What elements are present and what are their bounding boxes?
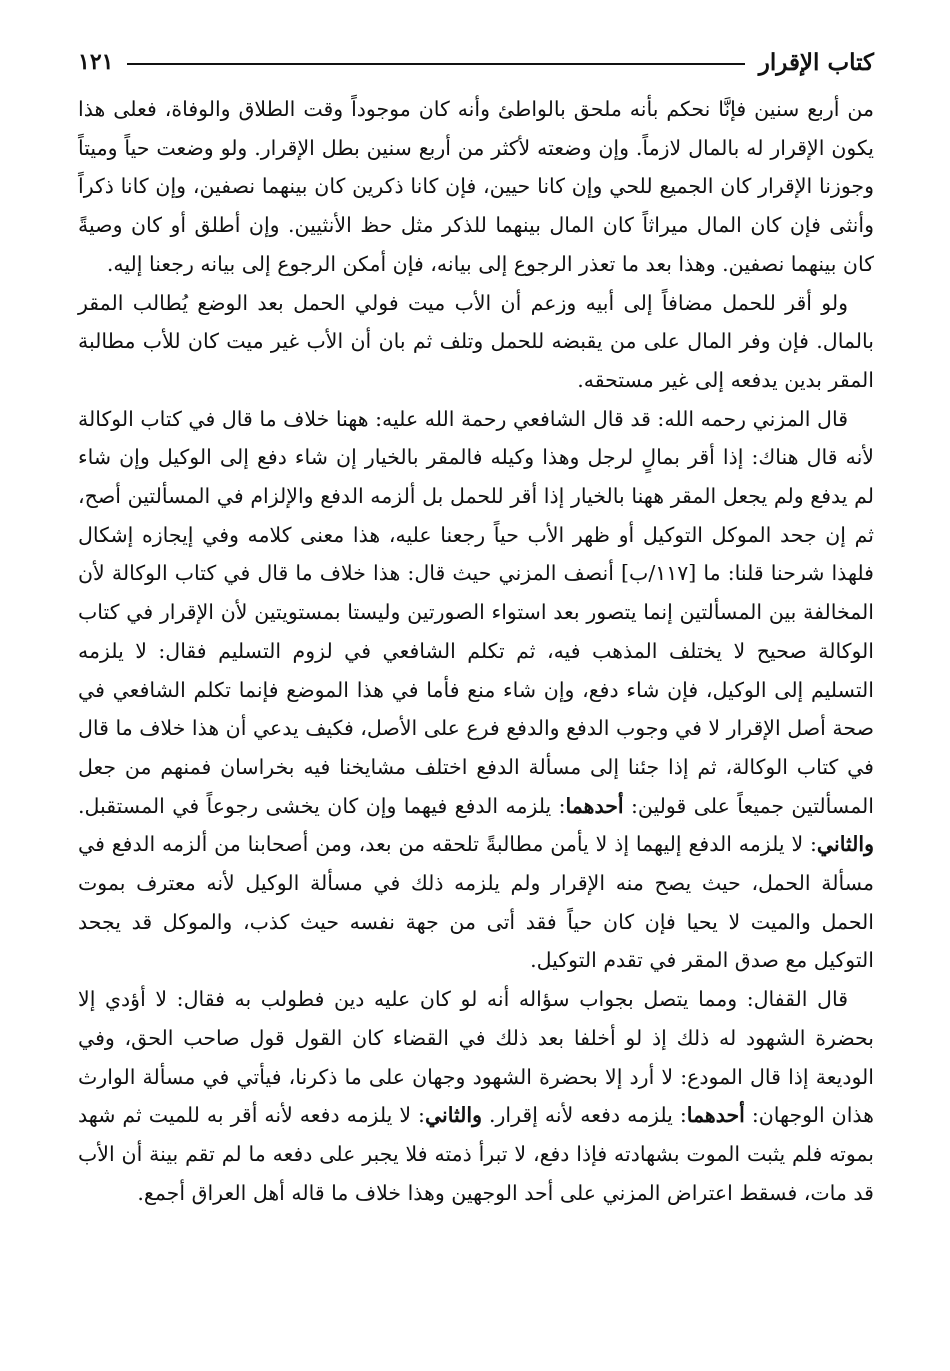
paragraph (78, 284, 874, 400)
paragraph-text: قال المزني رحمه الله: قد قال الشافعي رحمة الله عليه: ههنا خلاف ما قال في كتاب الوكالة لأنه قال هناك: إذا أقر بمالٍ لرجل وهذا وكيله فالمقر بالخيار إن شاء دفع إلى الوكيل وإن شاء لم يدفع ولم يجعل المقر ههنا بالخيار إذا أقر للحمل بل ألزمه الدفع والإلزام في المسألتين أصح، ثم إن جحد الموكل التوكيل أو ظهر الأب حياً رجعنا عليه، هذا معنى كلامه وفي إيجازه إشكال فلهذا شرحنا قلنا: ما [١١٧/ب] أنصف المزني حيث قال: هذا خلاف ما قال في كتاب الوكالة لأن المخالفة بين المسألتين إنما يتصور بعد استواء الصورتين وليستا بمستويتين لأن الإقرار في كتاب الوكالة صحيح لا يختلف المذهب فيه، ثم تكلم الشافعي في لزوم التسليم فقال: لا يلزمه التسليم إلى الوكيل، فإن شاء دفع، وإن شاء منع فأما في هذا الموضع فإنما تكلم الشافعي في صحة أصل الإقرار لا في وجوب الدفع والدفع فرع على الأصل، فكيف يدعي أن هذا خلاف ما قال في كتاب الوكالة، ثم إذا جئنا إلى مسألة الدفع اختلف مشايخنا فيه بخراسان فمنهم من جعل المسألتين جميعاً على قولين: (78, 406, 874, 818)
paragraph-text: : يلزمه الدفع فيهما وإن كان يخشى رجوعاً في المستقبل. (78, 793, 566, 818)
paragraph-text: من أربع سنين فإنَّا نحكم بأنه ملحق بالواطئ وأنه كان موجوداً وقت الطلاق والوفاة، فعلى هذا يكون الإقرار له بالمال لازماً. وإن وضعته لأكثر من أربع سنين بطل الإقرار. ولو وضعت حياً وميتاً وجوزنا الإقرار كان الجميع للحي وإن كانا حيين، فإن كانا ذكرين كان بينهما نصفين، وإن كانا ذكراً وأنثى فإن كان المال ميراثاً كان المال بينهما للذكر مثل حظ الأنثيين. وإن أطلق أو كان وصيةً كان بينهما نصفين. وهذا بعد ما تعذر الرجوع إلى بيانه، فإن أمكن الرجوع إلى بيانه رجعنا إليه. (78, 97, 874, 276)
paragraph (78, 90, 874, 284)
paragraph-text: : لا يلزمه الدفع إليهما إذ لا يأمن مطالبةً تلحقه من بعد، ومن أصحابنا من ألزمه الدفع في مسألة الحمل، حيث يصح منه الإقرار ولم يلزمه ذلك في مسألة الوكيل لأنه معترف بموت الحمل والميت لا يحيا فإن كان حياً فقد أتى من جهة نفسه حيث كذب، والموكل قد يجحد التوكيل مع صدق المقر في تقدم التوكيل. (78, 832, 874, 973)
paragraph (78, 980, 874, 1212)
bold-term: والثاني (424, 1103, 483, 1128)
paragraph-text: : يلزمه دفعه لأنه إقرار. (482, 1103, 687, 1128)
header-rule (127, 63, 744, 65)
paragraph (78, 400, 874, 981)
bold-term: والثاني (816, 832, 874, 857)
paragraph-text: قال القفال: ومما يتصل بجواب سؤاله أنه لو كان عليه دين فطولب به فقال: لا أؤدي إلا بحضرة الشهود له ذلك إذ لو أخلفا بعد ذلك في القضاء كان القول قول صاحب الحق، وفي الوديعة إذا قال المودع: لا أرد إلا بحضرة الشهود وجهان على ما ذكرنا، فيأتي في مسألة الوارث هذان الوجهان: (78, 987, 874, 1128)
running-header (78, 40, 874, 84)
page-number: ١٢١ (78, 49, 114, 75)
book-title: كتاب الإقرار (758, 48, 874, 76)
bold-term: أحدهما (686, 1103, 745, 1128)
paragraph-text: ولو أقر للحمل مضافاً إلى أبيه وزعم أن الأب ميت فولي الحمل بعد الوضع يُطالب المقر بالمال. فإن وفر المال على من يقبضه للحمل وتلف ثم بان أن الأب غير ميت كان للأب مطالبة المقر بدين يدفعه إلى غير مستحقه. (78, 290, 874, 392)
paragraph-text: : لا يلزمه دفعه لأنه أقر به للميت ثم شهد بموته فلم يثبت الموت بشهادته فإذا دفع، لا تبرأ ذمته فلا يجبر على دفعه ما لم تقم بينة أن الأب قد مات، فسقط اعتراض المزني على أحد الوجهين وهذا خلاف ما قاله أهل العراق أجمع. (78, 1103, 874, 1205)
document-page (78, 40, 874, 1360)
body-text (78, 90, 874, 1212)
bold-term: أحدهما (565, 793, 624, 818)
